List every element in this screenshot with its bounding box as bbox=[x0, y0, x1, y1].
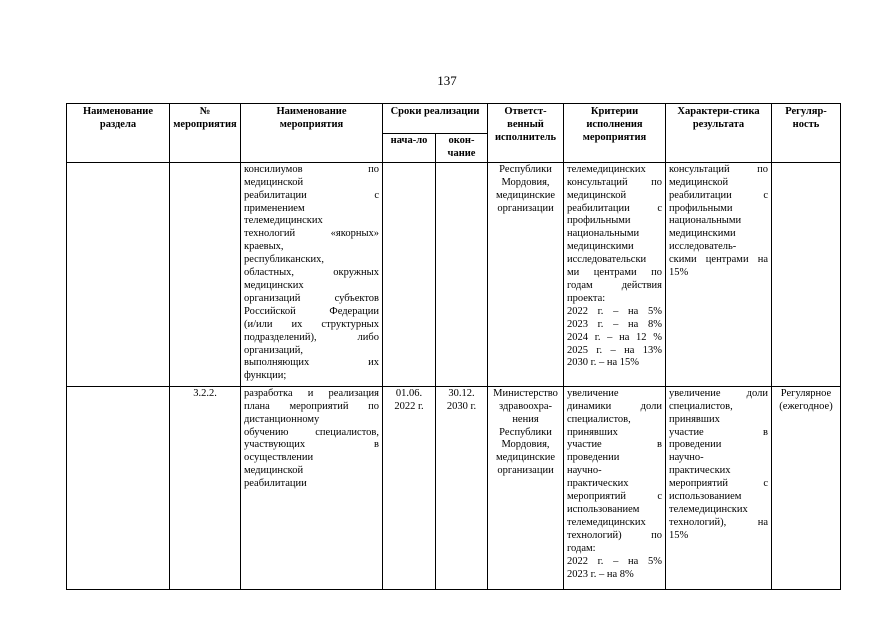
page-number: 137 bbox=[437, 73, 457, 88]
cell-line: специалистов, bbox=[567, 413, 631, 425]
header-measure-number: № мероприятия bbox=[170, 104, 241, 163]
cell-start: 01.06. 2022 г. bbox=[383, 386, 436, 589]
cell-line: медицинских bbox=[244, 279, 304, 291]
cell-line: Регулярное bbox=[780, 387, 832, 399]
cell-line: 2023 г. – на 8% bbox=[567, 318, 662, 330]
header-section-name: Наименование раздела bbox=[67, 104, 170, 163]
cell-line: мероприятий с bbox=[567, 491, 662, 503]
header-start: нача-ло bbox=[383, 134, 436, 163]
cell-line: участие в bbox=[567, 439, 662, 451]
cell-line: подразделений), либо bbox=[244, 331, 379, 343]
cell-line: применением bbox=[244, 202, 305, 214]
cell-line: 15% bbox=[669, 267, 689, 279]
cell-line: плана мероприятий по bbox=[244, 400, 379, 412]
cell-line: обучению специалистов, bbox=[244, 426, 379, 438]
cell-line: 15% bbox=[669, 529, 689, 541]
cell-line: национальными bbox=[567, 228, 640, 240]
cell-regularity bbox=[772, 386, 841, 589]
measures-table bbox=[66, 103, 841, 590]
header-regularity: Регуляр-ность bbox=[772, 104, 841, 163]
cell-line: принявших bbox=[669, 413, 720, 425]
cell-line: динамики доли bbox=[567, 400, 662, 412]
cell-line: медицинской bbox=[669, 176, 729, 188]
cell-line: принявших bbox=[567, 426, 618, 438]
cell-line: медицинской bbox=[244, 176, 304, 188]
cell-result bbox=[666, 386, 772, 589]
cell-line: увеличение bbox=[567, 387, 619, 399]
cell-line: Республики bbox=[499, 426, 552, 438]
cell-line: мероприятий с bbox=[669, 478, 768, 490]
cell-criteria bbox=[564, 386, 666, 589]
cell-line: годам действия bbox=[567, 279, 662, 291]
cell-line: 2030 г. – на 15% bbox=[567, 357, 640, 369]
cell-line: Российской Федерации bbox=[244, 305, 379, 317]
cell-line: нения bbox=[512, 413, 539, 425]
cell-line: реабилитации с bbox=[244, 189, 379, 201]
cell-name bbox=[241, 386, 383, 589]
cell-line: профильными bbox=[669, 202, 733, 214]
cell-number: 3.2.2. bbox=[170, 386, 241, 589]
header-criteria: Критерии исполнения мероприятия bbox=[564, 104, 666, 163]
cell-criteria bbox=[564, 162, 666, 386]
cell-line: национальными bbox=[669, 215, 742, 227]
cell-line: использованием bbox=[669, 491, 742, 503]
cell-line: областных, окружных bbox=[244, 267, 379, 279]
cell-regularity bbox=[772, 162, 841, 386]
cell-line: медицинскими bbox=[567, 241, 634, 253]
cell-line: годам: bbox=[567, 542, 596, 554]
cell-end: 30.12. 2030 г. bbox=[436, 386, 488, 589]
cell-line: организаций субъектов bbox=[244, 292, 379, 304]
cell-line: медицинской bbox=[567, 189, 627, 201]
cell-line: проведении bbox=[567, 452, 620, 464]
cell-line: телемедицинских bbox=[567, 516, 646, 528]
cell-line: (и/или их структурных bbox=[244, 318, 379, 330]
cell-line: медицинские bbox=[495, 452, 556, 464]
cell-line: телемедицинских bbox=[669, 503, 748, 515]
header-measure-name: Наименование мероприятия bbox=[241, 104, 383, 163]
cell-line: исследователь- bbox=[669, 241, 737, 253]
cell-line: организации bbox=[497, 465, 554, 477]
cell-name bbox=[241, 162, 383, 386]
cell-line: медицинской bbox=[244, 465, 304, 477]
header-end: окон-чание bbox=[436, 134, 488, 163]
cell-line: консилиумов по bbox=[244, 163, 379, 175]
cell-line: Мордовия, bbox=[501, 176, 550, 188]
cell-start bbox=[383, 162, 436, 386]
cell-line: 2023 г. – на 8% bbox=[567, 568, 634, 580]
cell-section bbox=[67, 162, 170, 386]
cell-line: технологий), на bbox=[669, 516, 768, 528]
cell-line: краевых, bbox=[244, 241, 284, 253]
header-result: Характери-стика результата bbox=[666, 104, 772, 163]
cell-line: здравоохра- bbox=[499, 400, 552, 412]
header-responsible: Ответст-венный исполнитель bbox=[488, 104, 564, 163]
cell-line: консультаций по bbox=[567, 176, 662, 188]
cell-line: проведении bbox=[669, 439, 722, 451]
cell-line: 2022 г. – на 5% bbox=[567, 305, 662, 317]
cell-line: разработка и реализация bbox=[244, 387, 379, 399]
cell-line: увеличение доли bbox=[669, 387, 768, 399]
cell-line: телемедицинских bbox=[567, 163, 646, 175]
cell-line: организаций, bbox=[244, 344, 303, 356]
cell-line: 2025 г. – на 13% bbox=[567, 344, 662, 356]
cell-number bbox=[170, 162, 241, 386]
cell-line: медицинские bbox=[495, 189, 556, 201]
cell-section bbox=[67, 386, 170, 589]
cell-line: проекта: bbox=[567, 292, 606, 304]
cell-line: участие в bbox=[669, 426, 768, 438]
cell-result bbox=[666, 162, 772, 386]
cell-line: профильными bbox=[567, 215, 631, 227]
cell-line: 2022 г. – на 5% bbox=[567, 555, 662, 567]
cell-line: 2024 г. – на 12 % bbox=[567, 331, 662, 343]
cell-line: реабилитации bbox=[244, 478, 307, 490]
cell-line: выполняющих их bbox=[244, 357, 379, 369]
cell-line: осуществлении bbox=[244, 452, 314, 464]
cell-end bbox=[436, 162, 488, 386]
cell-line: ми центрами по bbox=[567, 267, 662, 279]
cell-line: практических bbox=[669, 465, 731, 477]
cell-line: (ежегодное) bbox=[779, 400, 833, 412]
header-terms: Сроки реализации bbox=[383, 104, 488, 134]
cell-line: Мордовия, bbox=[501, 439, 550, 451]
cell-line: научно- bbox=[669, 452, 704, 464]
cell-line: исследовательски bbox=[567, 254, 647, 266]
cell-line: Республики bbox=[499, 163, 552, 175]
cell-responsible bbox=[488, 386, 564, 589]
table-row bbox=[67, 162, 841, 386]
cell-line: консультаций по bbox=[669, 163, 768, 175]
cell-line: скими центрами на bbox=[669, 254, 768, 266]
table-row bbox=[67, 386, 841, 589]
cell-line: республиканских, bbox=[244, 254, 324, 266]
cell-line: дистанционному bbox=[244, 413, 320, 425]
cell-line: специалистов, bbox=[669, 400, 733, 412]
cell-line: реабилитации с bbox=[567, 202, 662, 214]
cell-line: технологий «якорных» bbox=[244, 228, 379, 240]
cell-line: реабилитации с bbox=[669, 189, 768, 201]
cell-line: Министерство bbox=[493, 387, 558, 399]
cell-line: использованием bbox=[567, 503, 640, 515]
cell-line: участвующих в bbox=[244, 439, 379, 451]
cell-line: практических bbox=[567, 478, 629, 490]
cell-line: функции; bbox=[244, 370, 287, 382]
cell-line: технологий) по bbox=[567, 529, 662, 541]
cell-line: медицинскими bbox=[669, 228, 736, 240]
cell-line: телемедицинских bbox=[244, 215, 323, 227]
cell-line: организации bbox=[497, 202, 554, 214]
cell-line: научно- bbox=[567, 465, 602, 477]
cell-responsible bbox=[488, 162, 564, 386]
